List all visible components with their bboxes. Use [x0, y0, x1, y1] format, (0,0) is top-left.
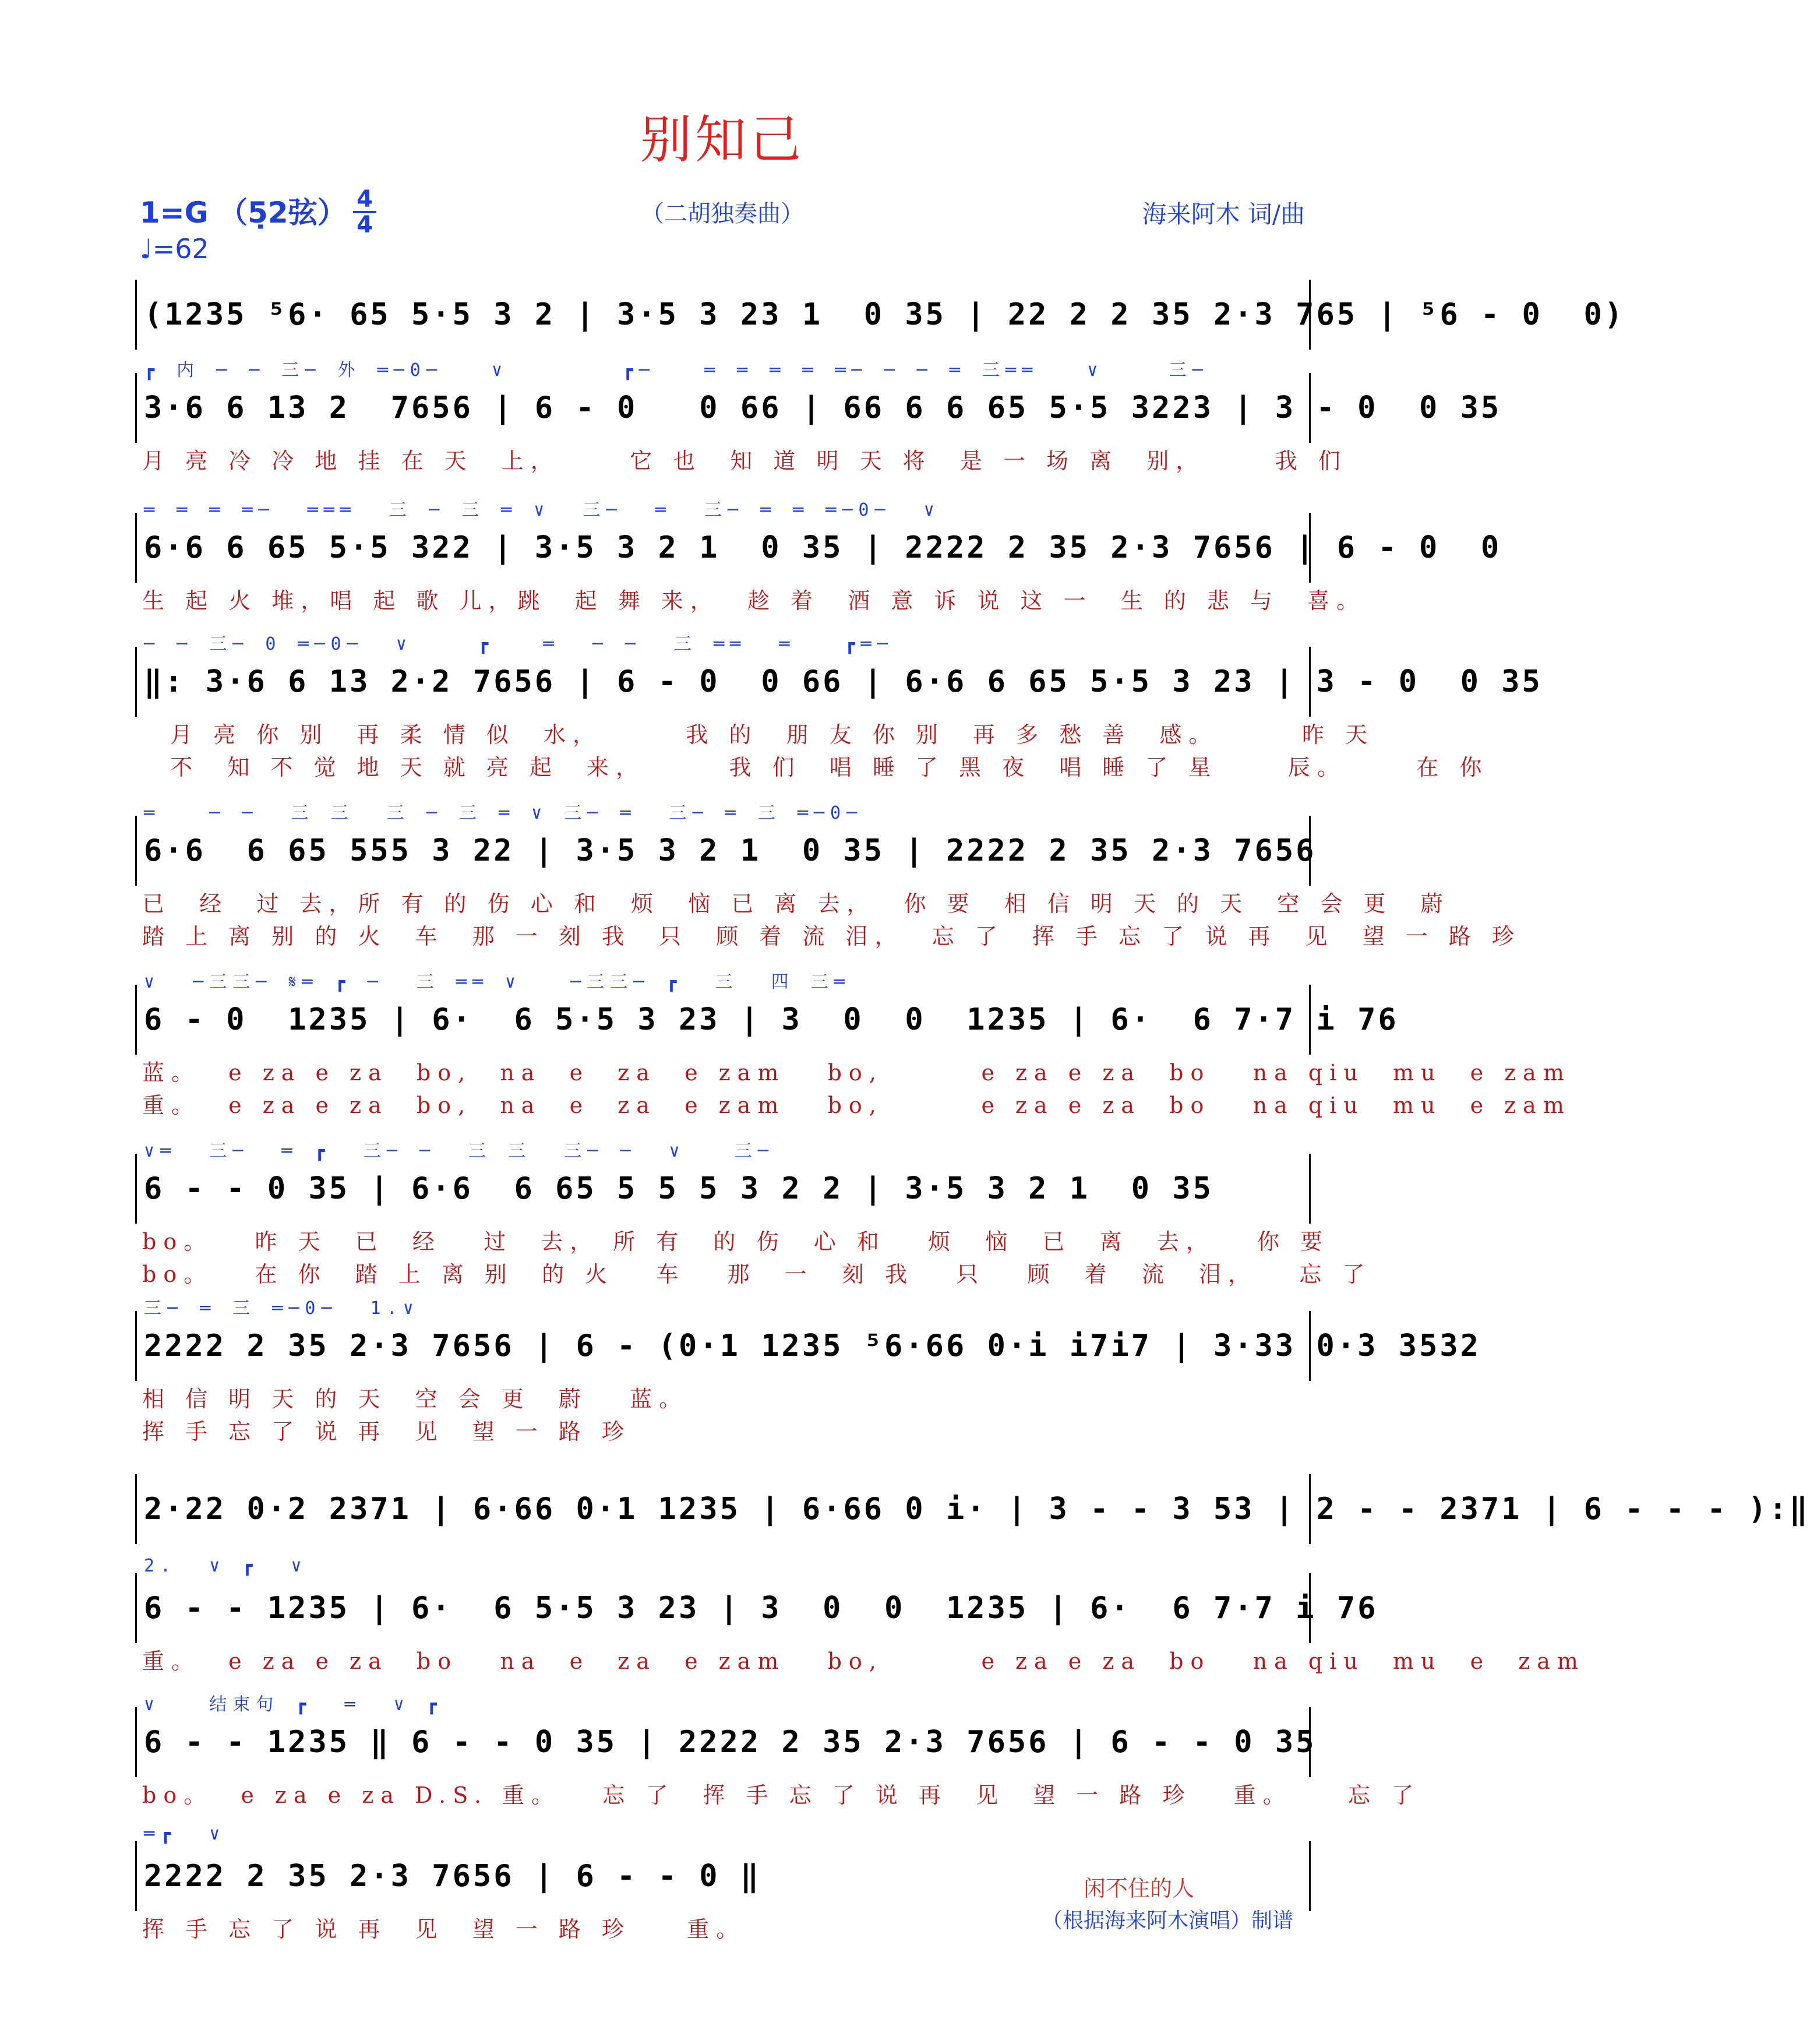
bowing-marks: ═┏ ∨	[144, 1824, 226, 1844]
jianpu-notes: ‖: 3·6 6 13 2·2 7656 | 6 - 0 0 66 | 6·6 6 65 5·5 3 23 | 3 - 0 0 35	[144, 664, 1543, 699]
jianpu-notes: 6 - - 1235 ‖ 6 - - 0 35 | 2222 2 35 2·3 7656 | 6 - - 0 35	[144, 1725, 1317, 1760]
score-system	[135, 280, 1625, 350]
score-system	[135, 1298, 1481, 1446]
lyric-line: 月 亮 冷 冷 地 挂 在 天 上， 它 也 知 道 明 天 将 是 一 场 离 别， 我 们	[142, 448, 1347, 474]
jianpu-notes: 6 - - 1235 | 6· 6 5·5 3 23 | 3 0 0 1235 | 6· 6 7·7 i 76	[144, 1591, 1378, 1626]
lyric-line: bo。 在 你 踏 上 离 别 的 火 车 那 一 刻 我 只 顾 着 流 泪， 忘 了	[142, 1261, 1372, 1287]
bowing-marks: ∨ 结束句 ┏ ═ ∨ ┏	[144, 1694, 443, 1715]
bowing-marks: ═ ─ ─ 三 三 三 ─ 三 ═ ∨ 三─ ═ 三─ ═ 三 ═─0─	[144, 803, 863, 823]
source-credit: （根据海来阿木演唱）制谱	[1041, 1909, 1293, 1933]
score-system	[135, 1694, 1421, 1810]
lyric-line: 生 起 火 堆，唱 起 歌 儿，跳 起 舞 来， 趁 着 酒 意 诉 说 这 一 生 的 悲 与 喜。	[142, 588, 1366, 614]
time-numerator: 4	[353, 188, 376, 213]
score-system	[135, 803, 1521, 951]
lyric-line: 已 经 过 去，所 有 的 伤 心 和 烦 恼 已 离 去， 你 要 相 信 明 天 的 天 空 会 更 蔚	[142, 891, 1450, 917]
notation-line	[135, 1141, 1311, 1224]
song-title: 别知己	[640, 110, 805, 170]
score-system	[135, 634, 1543, 782]
score-system	[135, 500, 1502, 615]
lyric-line: 挥 手 忘 了 说 再 见 望 一 路 珍	[142, 1419, 631, 1444]
jianpu-notes: 2·22 0·2 2371 | 6·66 0·1 1235 | 6·66 0 i· | 3 - - 3 53 | 2 - - 2371 | 6 - - - ):‖	[144, 1492, 1810, 1527]
subtitle: （二胡独奏曲）	[641, 200, 804, 227]
notation-line	[135, 803, 1317, 886]
arranger-credit: 闲不住的人	[1083, 1876, 1194, 1901]
notation-line	[135, 360, 1502, 443]
lyric-line: 不 知 不 觉 地 天 就 亮 起 来， 我 们 唱 睡 了 黑 夜 唱 睡 了 星 辰。 在 你	[142, 755, 1489, 780]
bowing-marks: ═ ═ ═ ═─ ═══ 三 ─ 三 ═ ∨ 三─ ═ 三─ ═ ═ ═─0─ ∨	[144, 500, 940, 520]
bowing-marks: 三─ ═ 三 ═─0─ 1.∨	[144, 1298, 419, 1319]
lyric-line: 踏 上 离 别 的 火 车 那 一 刻 我 只 顾 着 流 泪， 忘 了 挥 手 忘 了 说 再 见 望 一 路 珍	[142, 924, 1521, 949]
bowing-marks: ∨ ─三三─ 𝄋═ ┏ ─ 三 ══ ∨ ─三三─ ┏ 三 四 三═	[144, 972, 851, 992]
lyric-line: 月 亮 你 别 再 柔 情 似 水， 我 的 朋 友 你 别 再 多 愁 善 感。 昨 天	[142, 722, 1375, 748]
lyric-line: bo。 e za e za D.S. 重。 忘 了 挥 手 忘 了 说 再 见 望 一 路 珍 重。 忘 了	[142, 1782, 1421, 1808]
jianpu-notes: 6 - - 0 35 | 6·6 6 65 5 5 5 3 2 2 | 3·5 3 2 1 0 35	[144, 1171, 1213, 1206]
lyric-line: 挥 手 忘 了 说 再 见 望 一 路 珍 重。	[142, 1916, 746, 1942]
score-system	[135, 360, 1502, 475]
score-system	[135, 1474, 1810, 1544]
jianpu-notes: 2222 2 35 2·3 7656 | 6 - - 0 ‖	[144, 1859, 761, 1894]
score-system	[135, 1556, 1585, 1676]
notation-line	[135, 500, 1502, 583]
jianpu-notes: 6·6 6 65 555 3 22 | 3·5 3 2 1 0 35 | 2222 2 35 2·3 7656	[144, 833, 1317, 868]
notation-line	[135, 1298, 1481, 1381]
lyric-line: 蓝。 e za e za bo, na e za e zam bo, e za e za bo na qiu mu e zam	[142, 1060, 1571, 1086]
bowing-marks: ─ ─ 三─ 0 ═─0─ ∨ ┏ ═ ─ ─ 三 ══ ═ ┏═─	[144, 634, 894, 654]
tempo-marking: ♩=62	[140, 233, 209, 265]
notation-line	[135, 972, 1399, 1055]
notation-line	[135, 280, 1625, 350]
notation-line	[135, 634, 1543, 717]
lyric-line: bo。 昨 天 已 经 过 去， 所 有 的 伤 心 和 烦 恼 已 离 去， 你 要	[142, 1229, 1330, 1254]
bowing-marks: ┏ 内 ─ ─ 三─ 外 ═─0─ ∨ ┏─ ═ ═ ═ ═ ═─ ─ ─ ═ 三══ ∨ 三─	[144, 360, 1209, 380]
notation-line	[135, 1694, 1317, 1777]
notation-line	[135, 1556, 1378, 1643]
jianpu-notes: (1235 ⁵6· 65 5·5 3 2 | 3·5 3 23 1 0 35 | 22 2 2 35 2·3 765 | ⁵6 - 0 0)	[144, 297, 1625, 332]
jianpu-notes: 6·6 6 65 5·5 322 | 3·5 3 2 1 0 35 | 2222 2 35 2·3 7656 | 6 - 0 0	[144, 530, 1502, 565]
jianpu-notes: 2222 2 35 2·3 7656 | 6 - (0·1 1235 ⁵6·66 0·i i7i7 | 3·33 0·3 3532	[144, 1328, 1481, 1363]
key-signature: 1=G （5̣2弦）	[140, 196, 347, 230]
score-system	[135, 972, 1571, 1120]
lyric-line: 相 信 明 天 的 天 空 会 更 蔚 蓝。	[142, 1386, 689, 1412]
notation-line	[135, 1474, 1810, 1544]
bowing-marks: 2. ∨ ┏ ∨	[144, 1556, 308, 1576]
lyric-line: 重。 e za e za bo, na e za e zam bo, e za e za bo na qiu mu e zam	[142, 1093, 1571, 1118]
time-denominator: 4	[357, 212, 373, 238]
author-credit: 海来阿木 词/曲	[1142, 200, 1305, 228]
jianpu-notes: 6 - 0 1235 | 6· 6 5·5 3 23 | 3 0 0 1235 | 6· 6 7·7 i 76	[144, 1002, 1399, 1037]
bowing-marks: ∨═ 三─ ═ ┏ 三─ ─ 三 三 三─ ─ ∨ 三─	[144, 1141, 774, 1161]
score-system	[135, 1141, 1372, 1289]
lyric-line: 重。 e za e za bo na e za e zam bo, e za e za bo na qiu mu e zam	[142, 1648, 1585, 1674]
jianpu-notes: 3·6 6 13 2 7656 | 6 - 0 0 66 | 66 6 6 65 5·5 3223 | 3 - 0 0 35	[144, 390, 1502, 425]
